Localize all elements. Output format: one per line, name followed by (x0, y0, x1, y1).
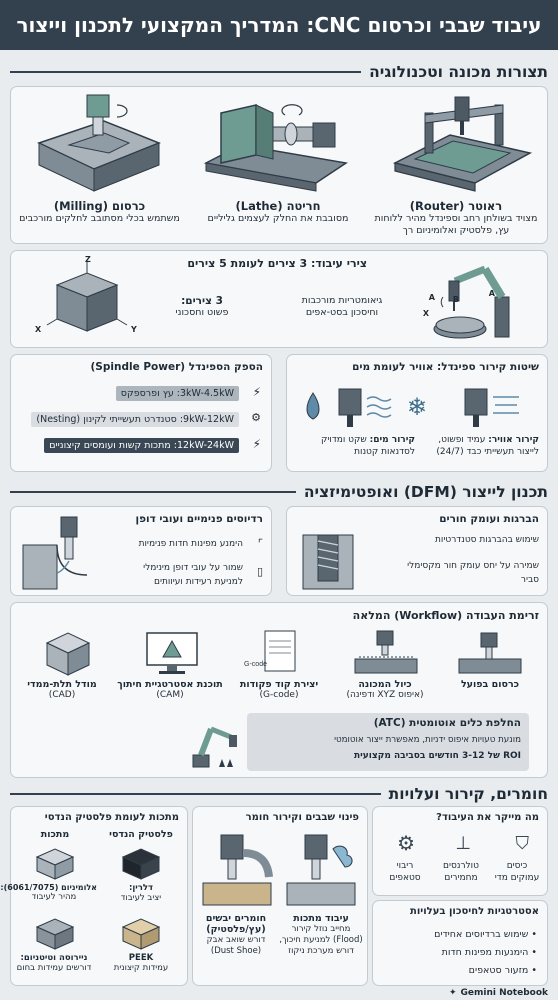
footer-brand (449, 988, 548, 998)
material-peek (99, 953, 183, 974)
workflow-step-1 (441, 679, 539, 690)
saving-item-3: • מזעור סטאפים (468, 965, 537, 976)
router-desc-1: מצויד בשולחן רחב וספינדל מהיר ללוחות (374, 213, 538, 224)
chips-metal (279, 913, 363, 957)
page-title: עיבוד שבבי וכרסום CNC: המדריך המקצועי לתכנון וייצור (16, 13, 542, 37)
workflow-step-2-label: כיול המכונה (358, 679, 412, 690)
saving-item-2: • הימנעות מפינות חדות (441, 947, 537, 958)
atc-line-2: ROI של 3-12 חודשים בסביבה מקצועית (353, 751, 521, 761)
chips-dry-title-1: חומרים יבשים (205, 913, 267, 924)
chips-metal-l2: (Flood) למניעת חיכוך, (279, 935, 363, 946)
three-axis-desc (157, 295, 247, 319)
cost-title: מה מייקר את העיבוד? (436, 812, 539, 823)
section-materials-header (10, 782, 548, 806)
tolerance-icon: ⊥ (455, 833, 471, 854)
cost-item-3-l1: ריבוי (396, 861, 414, 871)
atc-line-1: מונעת טעויות איפוס ידניות, מאפשרת ייצור אוטומטי (334, 735, 521, 745)
deep-pocket-icon: ⛉ (515, 833, 529, 854)
cost-item-2 (435, 861, 487, 884)
workflow-step-3-label: יצירת קוד פקודות (239, 679, 319, 690)
gcode-step-icon (245, 629, 315, 677)
machines-card (10, 86, 548, 244)
lathe-desc-1: מסובבת את החלק לעצמים גליליים (207, 213, 349, 224)
water-cooling-desc-2: לסדנאות קטנות (354, 446, 415, 457)
cooling-card (286, 354, 548, 472)
material-delrin-desc: יציב לעיבוד (120, 893, 162, 903)
saving-item-1-text: שימוש ברדיוסים אחידים (434, 929, 529, 940)
chips-metal-l3: דורש מערכת ניקוז (288, 946, 354, 957)
workflow-step-3 (229, 679, 329, 702)
workflow-step-4-label: תוכנת אסטרטגיית חיתוך (117, 679, 223, 690)
materials-card (0, 806, 188, 986)
materials-title: מתכות לעומת פלסטיק הנדסי (44, 812, 179, 823)
cost-item-2-l1: טולרנסים (443, 861, 479, 871)
chips-metal-title: עיבוד מתכות (293, 913, 349, 924)
saving-item-1: • שימוש ברדיוסים אחידים (434, 929, 537, 940)
robot-label-b: B (452, 295, 459, 304)
footer-brand-text: Gemini Notebook (460, 988, 548, 998)
material-peek-desc: עמידות קיצונית (113, 963, 169, 973)
aluminum-block-icon (35, 847, 75, 881)
material-aluminum-desc: מהיר לעיבוד (31, 892, 77, 902)
wall-thickness-icon: ▯ (256, 565, 263, 578)
radii-title: רדיוסים פנימיים ועובי דופן (135, 513, 263, 525)
radii-card (10, 506, 272, 596)
chips-dry (193, 913, 279, 957)
threads-line-2: שמירה על יחס עומק חור מקסימלי (407, 561, 539, 571)
chips-dry-l2: (Dust Shoe) (210, 946, 262, 957)
atc-title: החלפת כלים אוטומטית (ATC) (373, 717, 521, 729)
thread-hole-icon (301, 529, 355, 591)
material-peek-name: PEEK (128, 953, 154, 963)
dust-shoe-icon (199, 833, 275, 909)
five-axis-desc (287, 295, 397, 320)
cad-step-icon (33, 629, 103, 677)
section-machines-header (10, 60, 548, 84)
chips-title: פינוי שבבים וקירור חומר (245, 812, 359, 823)
five-axis-desc-2: וחיסכון בסט-אפים (305, 307, 379, 319)
milling-title: כרסום (Milling) (53, 199, 146, 213)
air-cooled-spindle-icon (406, 385, 525, 431)
three-axis-title: 3 צירים: (181, 295, 223, 307)
robot-label-a1: A (488, 289, 495, 298)
flood-coolant-icon (283, 833, 359, 909)
milling-machine-icon (29, 91, 169, 195)
axes-card (10, 250, 548, 348)
saving-item-2-text: הימנעות מפינות חדות (441, 947, 529, 958)
calibration-step-icon (351, 629, 421, 677)
material-delrin (99, 883, 183, 904)
svg-text:❄: ❄ (406, 393, 427, 421)
water-cooling-label: קירור מים: (369, 435, 415, 445)
router-title: ראוטר (Router) (409, 199, 503, 213)
material-aluminum-name: אלומיניום (6061/7075): (0, 883, 97, 892)
cam-step-icon (137, 629, 207, 677)
cost-item-1 (491, 861, 543, 884)
spindle-power-card (10, 354, 272, 472)
material-delrin-name: דלרין: (128, 883, 154, 893)
workflow-step-5-label: מודל תלת-ממדי (27, 679, 97, 690)
radii-line-1: הימנע מפינות חדות פנימיות (138, 539, 243, 549)
machine-lathe (193, 199, 363, 225)
threads-card (286, 506, 548, 596)
workflow-step-2 (335, 679, 435, 702)
saving-item-3-text: מזעור סטאפים (468, 965, 529, 976)
workflow-step-4-sub: (CAM) (156, 690, 184, 700)
gcode-icon-text: G-code (244, 661, 267, 668)
material-titanium (11, 953, 97, 974)
workflow-card (10, 602, 548, 778)
delrin-block-icon (121, 847, 161, 881)
spindle-title: הספק הספינדל (Spindle Power) (90, 361, 263, 373)
radii-line-3: למניעת רעידות ועיוותים (153, 577, 243, 587)
spindle-tier-1: 3kW-4.5kW: עץ ופרספקס (116, 386, 239, 401)
cube-label-x: X (35, 325, 42, 334)
milling-desc-1: משתמש בכלי מסתובב לחלקים מורכבים (19, 213, 180, 224)
milling-step-icon (455, 629, 525, 677)
machine-milling (12, 199, 187, 225)
peek-block-icon (121, 917, 161, 951)
material-titanium-desc: דורשים עמידות בחום (16, 963, 92, 973)
saving-card (372, 900, 548, 986)
spindle-tier-2: 9kW-12kW: סטנדרט תעשייתי לקינון (Nesting) (31, 412, 239, 427)
workflow-step-1-label: כרסום בפועל (460, 679, 520, 690)
water-cooled-spindle-icon (299, 385, 399, 431)
cube-label-y: Y (131, 325, 137, 334)
section-dfm-header (10, 480, 548, 504)
chips-dry-title-2: (עץ/פלסטיק) (206, 924, 266, 935)
three-axis-cube-icon (47, 265, 127, 337)
materials-col-metal: מתכות (40, 829, 70, 840)
gemini-sparkle-icon: ✦ (448, 988, 457, 998)
five-axis-desc-1: גיאומטריות מורכבות (301, 295, 383, 306)
machine-router (371, 199, 541, 238)
lathe-title: חריטה (Lathe) (235, 199, 321, 213)
workflow-step-4 (115, 679, 225, 702)
corner-radius-icon: ⌜ (257, 537, 263, 550)
section-materials-title: חומרים, קירור ועלויות (388, 785, 548, 803)
water-cooling-desc-1: שקט ומדויק (320, 435, 370, 445)
air-cooling-desc (421, 435, 539, 458)
material-titanium-name: ניירוסה וטיטניום: (20, 953, 88, 963)
axes-title: צירי עיבוד: 3 צירים לעומת 5 צירים (187, 257, 367, 270)
air-cooling-desc-1: עמיד ופשוט, (438, 435, 489, 445)
atc-box (247, 713, 529, 771)
robot-label-x: X (422, 309, 429, 318)
workflow-step-3-sub: (G-code) (259, 690, 299, 700)
threads-line-1: שימוש בהברגות סטנדרטיות (435, 535, 539, 545)
water-cooling-desc (305, 435, 415, 458)
cost-item-3-l2: סטאפים (389, 872, 421, 883)
threads-line-3: סביר (520, 575, 539, 585)
radii-line-2: שמור על עובי דופן מינימלי (143, 563, 243, 573)
cost-item-1-l2: עמוקים מדי (494, 872, 540, 883)
endmill-radius-icon (21, 515, 91, 591)
section-machines-title: תצורות מכונה וטכנולוגיה (369, 63, 548, 81)
robot-label-a2: A (428, 293, 435, 302)
router-desc-2: עץ, פלסטיק ואלומיניום רך (402, 225, 510, 237)
spindle-tier-3: 12kW-24kW: מתכות קשות ועומסים קיצוניים (44, 438, 239, 453)
workflow-step-5-sub: (CAD) (48, 690, 76, 700)
router-machine-icon (385, 93, 535, 193)
cooling-title: שיטות קירור ספינדל: אוויר לעומת מים (352, 361, 539, 373)
cube-label-z: Z (85, 255, 91, 264)
chips-card (192, 806, 368, 986)
cost-card (372, 806, 548, 896)
three-axis-subtitle: פשוט וחסכוני (175, 307, 229, 318)
material-aluminum (0, 883, 97, 903)
cost-item-1-l1: כיסים (506, 861, 528, 871)
air-cooling-label: קירור אוויר: (488, 435, 539, 445)
spindle-tier2-icon: ⚙ (251, 411, 261, 424)
workflow-step-5 (13, 679, 111, 702)
titanium-block-icon (35, 917, 75, 951)
threads-title: הברגות ועומק חורים (439, 513, 539, 525)
section-dfm-title: תכנון לייצור (DFM) ואופטימיזציה (303, 483, 548, 501)
saving-title: אסטרטגיות לחיסכון בעלויות (410, 906, 539, 917)
cost-item-3 (379, 861, 431, 884)
header-bar (0, 0, 558, 50)
air-cooling-desc-2: לייצור תעשייתי כבד (24/7) (436, 446, 539, 457)
atc-robot-arm-icon (187, 713, 243, 769)
cost-item-2-l2: מחמירים (444, 872, 478, 883)
chips-dry-l1: דורש שואב אבק (206, 935, 266, 945)
chips-metal-l1: מחייב נוזל קירור (291, 924, 351, 934)
workflow-title: זרימת העבודה (Workflow) המלאה (352, 609, 539, 622)
setup-gear-icon: ⚙ (397, 831, 415, 855)
lathe-machine-icon (201, 93, 351, 193)
materials-col-plastic: פלסטיק הנדסי (109, 829, 173, 840)
spindle-tier1-icon: ⚡ (252, 385, 261, 399)
spindle-tier3-icon: ⚡ (252, 437, 261, 451)
workflow-step-2-sub: (איפוס XYZ ודפינה) (346, 690, 424, 700)
